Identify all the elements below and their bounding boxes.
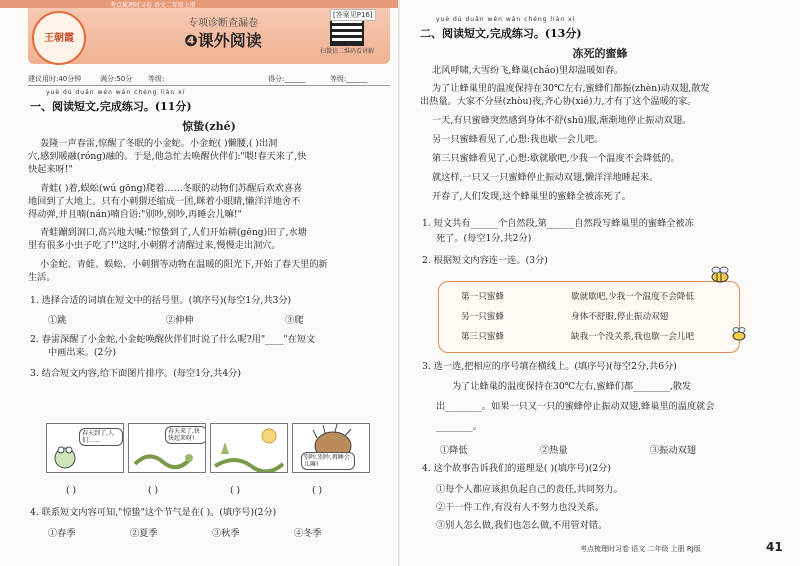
comic-panel-4 [292,423,370,473]
page-footer: 考点梳理时习卷 语文 二年级 上册 RJ版 [580,545,701,553]
divider [28,85,390,86]
story-line: 一天,有只蜜蜂突然感到身体不舒(shū)服,渐渐地停止振动双翅。 [432,115,692,126]
banner-subtitle: 专项诊断查漏卷 [188,18,258,29]
brand-name: 王朝霞 [44,33,74,44]
snake-sun-icon [211,424,287,472]
score-field[interactable]: 得分:______ [268,75,306,83]
comic-panel-2 [128,423,206,473]
page-number: 41 [766,540,783,554]
match-left-item[interactable]: 第三只蜜蜂 [461,332,504,342]
qr-caption: 扫微信二维码看讲解 [320,48,375,55]
section-pinyin: yuè dú duǎn wén wán chéng liàn xí [436,16,576,23]
question-1-cont: 死了。(每空1分,共2分) [436,233,532,244]
comic-panel-1 [46,423,124,473]
question-3-text: 为了让蜂巢的温度保持在30℃左右,蜜蜂们都________,散发 [452,381,692,392]
question-3: 3. 选一选,把相应的序号填在横线上。(填序号)(每空2分,共6分) [422,361,677,372]
bee-icon [707,266,733,284]
answer-reference: [答案见P16] [330,9,376,21]
story-line: 为了让蜂巢里的温度保持在30℃左右,蜜蜂们都振(zhèn)动双翅,散发 [432,83,710,94]
match-right-item[interactable]: 歇就歇吧,少我一个温度不会降低 [571,292,695,302]
answer-blank[interactable]: ( ) [230,485,241,496]
option[interactable]: ①春季 [48,528,76,539]
question-3-text: 出________。如果一只又一只的蜜蜂停止振动双翅,蜂巢里的温度就会 [436,401,715,412]
section-title: 一、阅读短文,完成练习。(11分) [30,100,192,113]
top-strip-text: 考点梳理时习卷 语文二年级上册 [110,2,196,9]
story-line: 地回到了大地上。只有小刺猬还缩成一团,眯着小眼睛,懒洋洋地舍不 [28,196,301,207]
top-strip [0,0,400,8]
story-line: 轰隆一声春雷,惊醒了冬眠的小金蛇。小金蛇( )懒腰,( )出洞 [40,138,278,149]
story-line: 青蛙( )着,蜈蚣(wú gōng)爬着……冬眠的动物们苏醒后欢欢喜喜 [40,183,303,194]
story-line: 生活。 [28,272,56,283]
option[interactable]: ③振动双翅 [650,445,696,456]
option[interactable]: ②干一件工作,有没有人不努力也没关系。 [436,502,605,513]
question-3: 3. 结合短文内容,给下面图片排序。(每空1分,共4分) [30,368,241,379]
story-line: 就这样,一只又一只蜜蜂停止振动双翅,懒洋洋地睡起来。 [432,172,659,183]
question-2: 2. 根据短文内容连一连。(3分) [422,255,548,266]
story-line: 快起来呀!" [28,164,73,175]
grade-field[interactable]: 等级:______ [330,75,368,83]
info-full-score: 满分:50分 [100,75,133,83]
match-right-item[interactable]: 身体不舒服,停止振动双翅 [571,312,669,322]
option[interactable]: ④冬季 [294,528,322,539]
answer-blank[interactable]: ( ) [66,485,77,496]
story-line: 另一只蜜蜂看见了,心想:我也歇一会儿吧。 [432,134,604,145]
info-time: 建议用时:40分钟 [28,75,82,83]
question-1: 1. 短文共有______个自然段,第______自然段写蜂巢里的蜜蜂全被冻 [422,218,694,229]
option[interactable]: ③秋季 [212,528,240,539]
info-grade: 等级: [148,75,165,83]
answer-blank[interactable]: ( ) [312,485,323,496]
question-2: 2. 春雷深醒了小金蛇,小金蛇唤醒伙伴们时说了什么呢?用"____"在短文 [30,334,316,345]
story-line: 穴,感到暖融(róng)融的。于是,他急忙去唤醒伙伴们:"喂!春天来了,快 [28,151,307,162]
brand-badge [32,11,86,65]
question-2-cont: 中画出来。(2分) [48,347,117,358]
story-line: 开春了,人们发现,这个蜂巢里的蜜蜂全被冻死了。 [432,191,631,202]
option[interactable]: ②热量 [540,445,568,456]
story-line: 青蛙蹦到洞口,高兴地大喊:"惊蛰到了,人们开始耕(gēng)田了,水塘 [40,227,307,238]
story-line: 里有很多小虫子吃了!"这时,小刺猬才清醒过来,慢慢走出洞穴。 [28,240,281,251]
banner-title: ❹课外阅读 [184,31,262,50]
section-title: 二、阅读短文,完成练习。(13分) [420,27,582,40]
comic-panel-3 [210,423,288,473]
option[interactable]: ③爬 [285,315,304,326]
section-pinyin: yuè dú duǎn wén wán chéng liàn xí [46,89,186,96]
story-line: 第三只蜜蜂看见了,心想:歇就歇吧,少我一个温度不会降低的。 [432,153,680,164]
option[interactable]: ②夏季 [130,528,158,539]
bee-icon [729,325,749,343]
story-line: 小金蛇、青蛙、蜈蚣、小刺猬等动物在温暖的阳光下,开始了春天里的新 [40,259,328,270]
option[interactable]: ③别人怎么做,我们也怎么做,不用管对错。 [436,520,608,531]
question-4: 4. 这个故事告诉我们的道理是( )(填序号)(2分) [422,463,611,474]
question-1: 1. 选择合适的词填在短文中的括号里。(填序号)(每空1分,共3分) [30,295,292,306]
story-line: 出热量。大家不分昼(zhòu)夜,齐心协(xié)力,才有了这个温暖的家。 [420,96,697,107]
question-4: 4. 联系短文内容可知,"惊蛰"这个节气是在( )。(填序号)(2分) [30,507,277,518]
story-line: 得动弹,并且喃(nán)喃自语:"别吵,别吵,再睡会儿嘛!" [28,209,242,220]
option[interactable]: ②伸伸 [166,315,194,326]
answer-blank[interactable]: ( ) [148,485,159,496]
story-title: 冻死的蜜蜂 [572,47,628,60]
matching-box [438,281,740,353]
option[interactable]: ①每个人都应该担负起自己的责任,共同努力。 [436,484,623,495]
comic-bubble-1: 春天到了,人们…… [79,428,123,446]
option[interactable]: ①降低 [440,445,468,456]
story-line: 北风呼啸,大雪纷飞,蜂巢(cháo)里却温暖如春。 [432,65,624,76]
match-left-item[interactable]: 另一只蜜蜂 [461,312,504,322]
option[interactable]: ①跳 [48,315,67,326]
question-3-text: ________。 [436,421,482,432]
match-left-item[interactable]: 第一只蜜蜂 [461,292,504,302]
comic-bubble-4: 别吵,别吵,再睡会儿嘛! [301,452,355,470]
comic-bubble-2: 春天来了,快快起来呀! [165,426,206,444]
story-title: 惊蛰(zhé) [182,120,236,133]
match-right-item[interactable]: 缺我一个没关系,我也歇一会儿吧 [571,332,695,342]
